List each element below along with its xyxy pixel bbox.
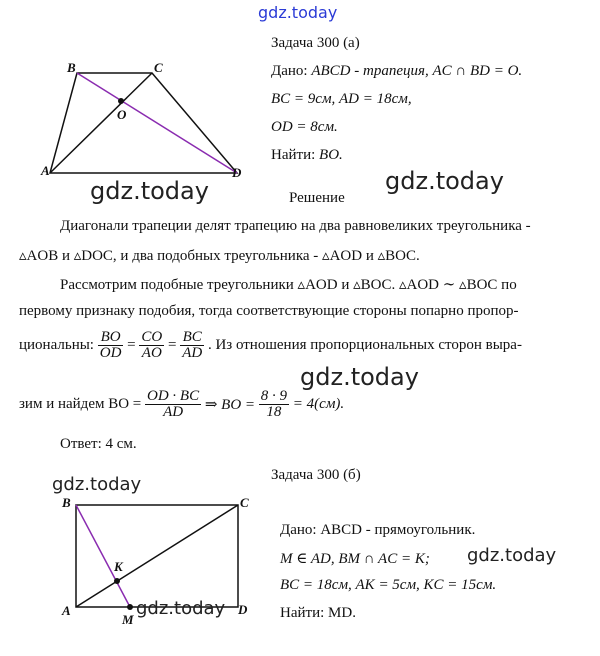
watermark-6: gdz.today (136, 598, 226, 619)
solution-p2-line3: циональны: $\frac{BO}{OD}$ = $\frac{CO}{AO}$ = $\frac{BC}{AD}$ . Из отношения пропорциональных сторон выра- (19, 329, 522, 361)
task-a-given-2: BC = 9см, AD = 18см, (271, 91, 412, 107)
label-b: B (67, 60, 76, 75)
watermark-5: gdz.today (467, 545, 557, 566)
solution-p2-line2: первому признаку подобия, тогда соответствующие стороны попарно пропор- (19, 303, 519, 319)
point-k (114, 578, 120, 584)
task-b-given-2: M ∈ AD, BM ∩ AC = K; (280, 551, 430, 567)
task-b-title: Задача 300 (б) (271, 467, 361, 483)
task-a-given-1: Дано: ABCD - трапеция, AC ∩ BD = O. (271, 63, 523, 79)
watermark-1: gdz.today (90, 177, 209, 205)
label-b2: B (62, 495, 71, 510)
point-o (118, 98, 124, 104)
fraction-co-ao: $\frac{CO}{AO}$ (141, 329, 163, 361)
fraction-bc-ad: $\frac{BC}{AD}$ (182, 329, 203, 361)
watermark-2: gdz.today (385, 167, 504, 195)
label-o: O (117, 107, 127, 122)
label-m: M (122, 612, 134, 627)
diagonal-ac-b (76, 505, 238, 607)
task-b-find: Найти: MD. (280, 605, 356, 621)
task-a-title: Задача 300 (а) (271, 35, 360, 51)
watermark-3: gdz.today (300, 363, 419, 391)
label-a2: A (62, 603, 71, 618)
label-d: D (232, 165, 242, 180)
solution-p1-line1: Диагонали трапеции делят трапецию на два равновеликих треугольника - (60, 218, 531, 234)
fraction-8-9-18: $\frac{8 \cdot 9}{18}$ (260, 388, 288, 420)
label-c2: C (240, 495, 249, 510)
task-a-given-3: OD = 8см. (271, 119, 338, 135)
watermark-top: gdz.today (258, 3, 338, 22)
answer: Ответ: 4 см. (60, 436, 137, 452)
task-a-find: Найти: BO. (271, 147, 343, 163)
label-d2: D (238, 602, 248, 617)
fraction-bo-od: $\frac{BO}{OD}$ (99, 329, 122, 361)
solution-heading: Решение (289, 190, 345, 206)
trapezoid-outline (50, 73, 237, 173)
solution-p2-line1: Рассмотрим подобные треугольники ▵AOD и ▵BOC. ▵AOD ∼ ▵BOC по (60, 277, 517, 293)
fraction-od-bc-ad: $\frac{OD \cdot BC}{AD}$ (147, 388, 200, 420)
label-c: C (154, 60, 163, 75)
task-b-given-1: Дано: ABCD - прямоугольник. (280, 522, 476, 538)
segment-bm (76, 505, 130, 607)
solution-p1-line2: ▵AOB и ▵DOC, и два подобных треугольника - ▵AOD и ▵BOC. (19, 248, 420, 264)
task-b-given-3: BC = 18см, AK = 5см, KC = 15см. (280, 577, 497, 593)
solution-p3: зим и найдем BO = $\frac{OD \cdot BC}{AD}$ ⇒ BO = $\frac{8 \cdot 9}{18}$ = 4(см). (19, 388, 345, 420)
label-k: K (114, 559, 123, 574)
watermark-4: gdz.today (52, 474, 142, 495)
point-m (127, 604, 133, 610)
label-a: A (41, 163, 50, 178)
